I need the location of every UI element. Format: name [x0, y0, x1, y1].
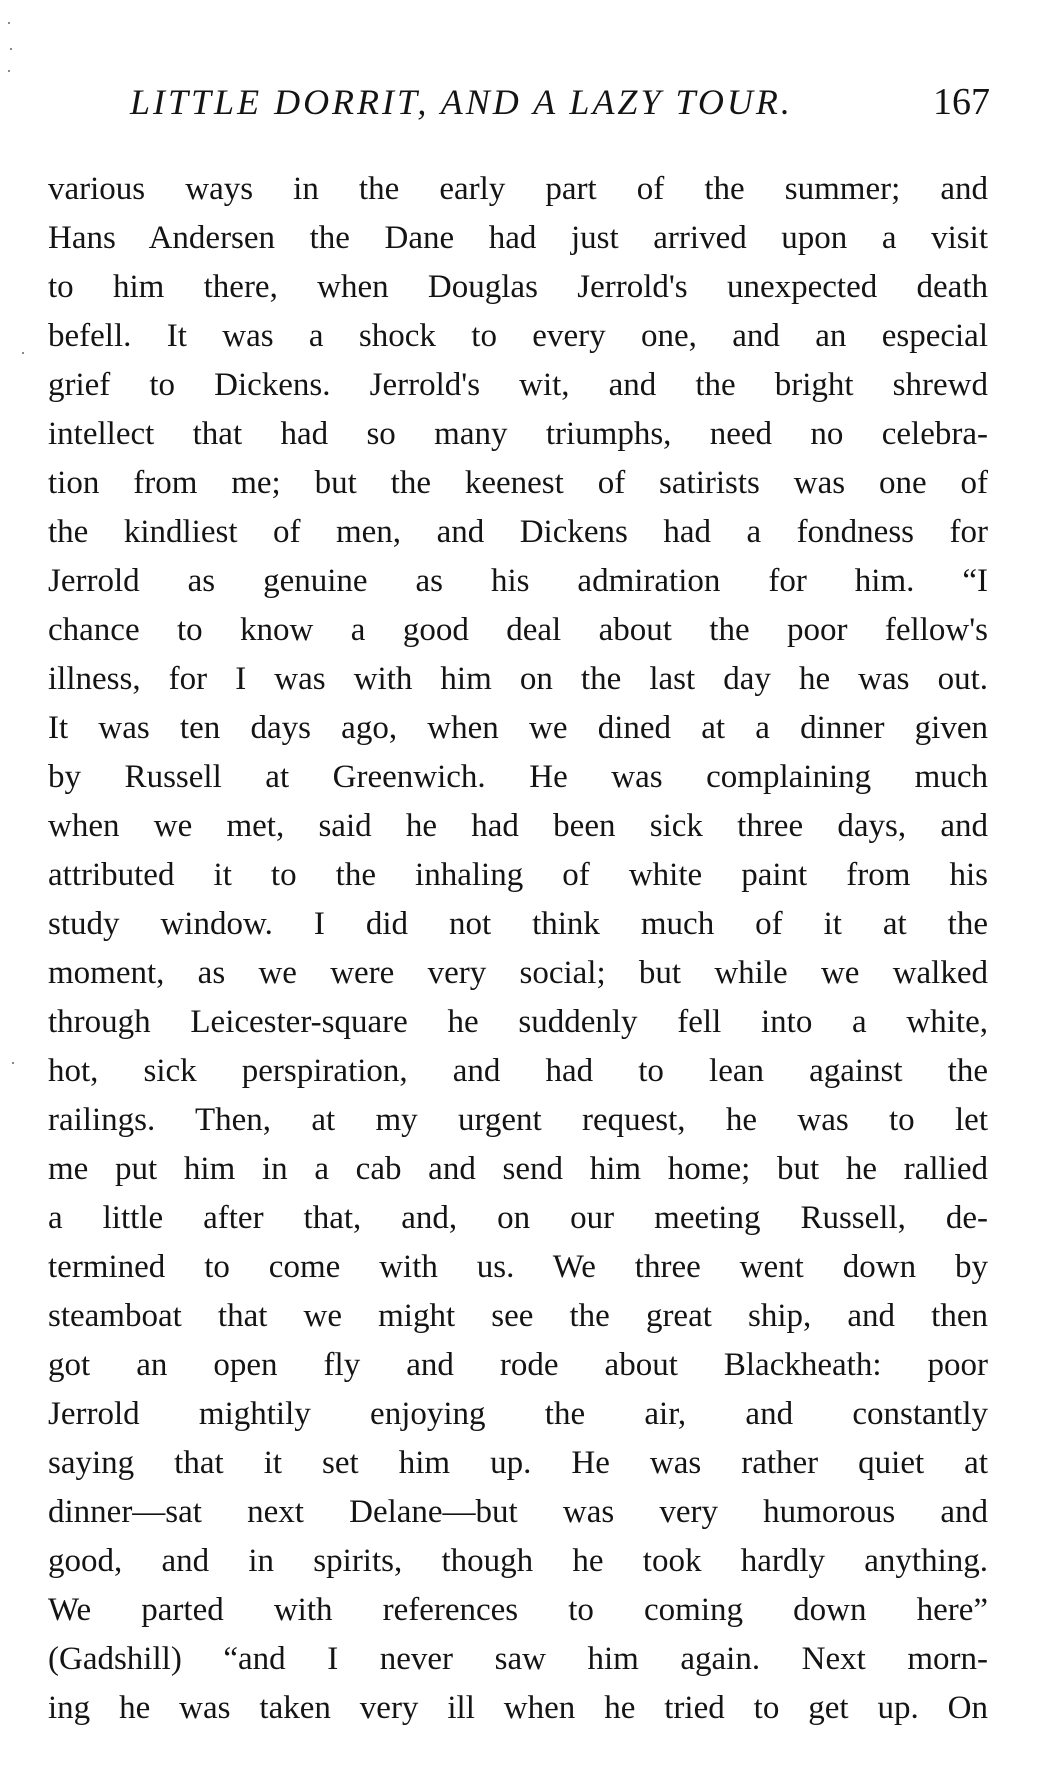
text-line: by Russell at Greenwich. He was complaining much: [48, 759, 988, 795]
text-line: Hans Andersen the Dane had just arrived upon a visit: [48, 220, 988, 256]
text-line: It was ten days ago, when we dined at a dinner given: [48, 710, 988, 746]
text-line: moment, as we were very social; but while we walked: [48, 955, 988, 991]
text-line: grief to Dickens. Jerrold's wit, and the bright shrewd: [48, 367, 988, 403]
text-line: Jerrold mightily enjoying the air, and constantly: [48, 1396, 988, 1432]
text-line: befell. It was a shock to every one, and an especial: [48, 318, 988, 354]
text-line: ing he was taken very ill when he tried to get up. On: [48, 1690, 988, 1726]
text-line: intellect that had so many triumphs, need no celebra-: [48, 416, 988, 452]
text-line: tion from me; but the keenest of satirists was one of: [48, 465, 988, 501]
text-line: We parted with references to coming down here”: [48, 1592, 988, 1628]
scan-speck: [10, 48, 12, 50]
text-line: Jerrold as genuine as his admiration for him. “I: [48, 563, 988, 599]
body-text: [48, 165, 988, 1765]
text-line: railings. Then, at my urgent request, he was to let: [48, 1102, 988, 1138]
text-line: chance to know a good deal about the poor fellow's: [48, 612, 988, 648]
text-line: through Leicester-square he suddenly fell into a white,: [48, 1004, 988, 1040]
page-number: 167: [933, 81, 990, 123]
text-line: to him there, when Douglas Jerrold's unexpected death: [48, 269, 988, 305]
text-line: the kindliest of men, and Dickens had a fondness for: [48, 514, 988, 550]
text-line: a little after that, and, on our meeting Russell, de-: [48, 1200, 988, 1236]
running-head: [130, 80, 990, 130]
text-line: hot, sick perspiration, and had to lean against the: [48, 1053, 988, 1089]
text-line: when we met, said he had been sick three days, and: [48, 808, 988, 844]
text-line: got an open fly and rode about Blackheath: poor: [48, 1347, 988, 1383]
text-line: me put him in a cab and send him home; but he rallied: [48, 1151, 988, 1187]
text-line: study window. I did not think much of it at the: [48, 906, 988, 942]
scan-speck: [22, 352, 24, 354]
text-line: various ways in the early part of the summer; and: [48, 171, 988, 207]
text-line: good, and in spirits, though he took hardly anything.: [48, 1543, 988, 1579]
text-line: dinner—sat next Delane—but was very humorous and: [48, 1494, 988, 1530]
scan-speck: [8, 22, 10, 24]
text-line: illness, for I was with him on the last day he was out.: [48, 661, 988, 697]
running-title: LITTLE DORRIT, AND A LAZY TOUR.: [130, 82, 793, 122]
text-line: termined to come with us. We three went down by: [48, 1249, 988, 1285]
text-line: saying that it set him up. He was rather quiet at: [48, 1445, 988, 1481]
scan-speck: [8, 70, 10, 72]
text-line: (Gadshill) “and I never saw him again. Next morn-: [48, 1641, 988, 1677]
text-line: attributed it to the inhaling of white paint from his: [48, 857, 988, 893]
scan-speck: [12, 1062, 14, 1064]
text-line: steamboat that we might see the great ship, and then: [48, 1298, 988, 1334]
